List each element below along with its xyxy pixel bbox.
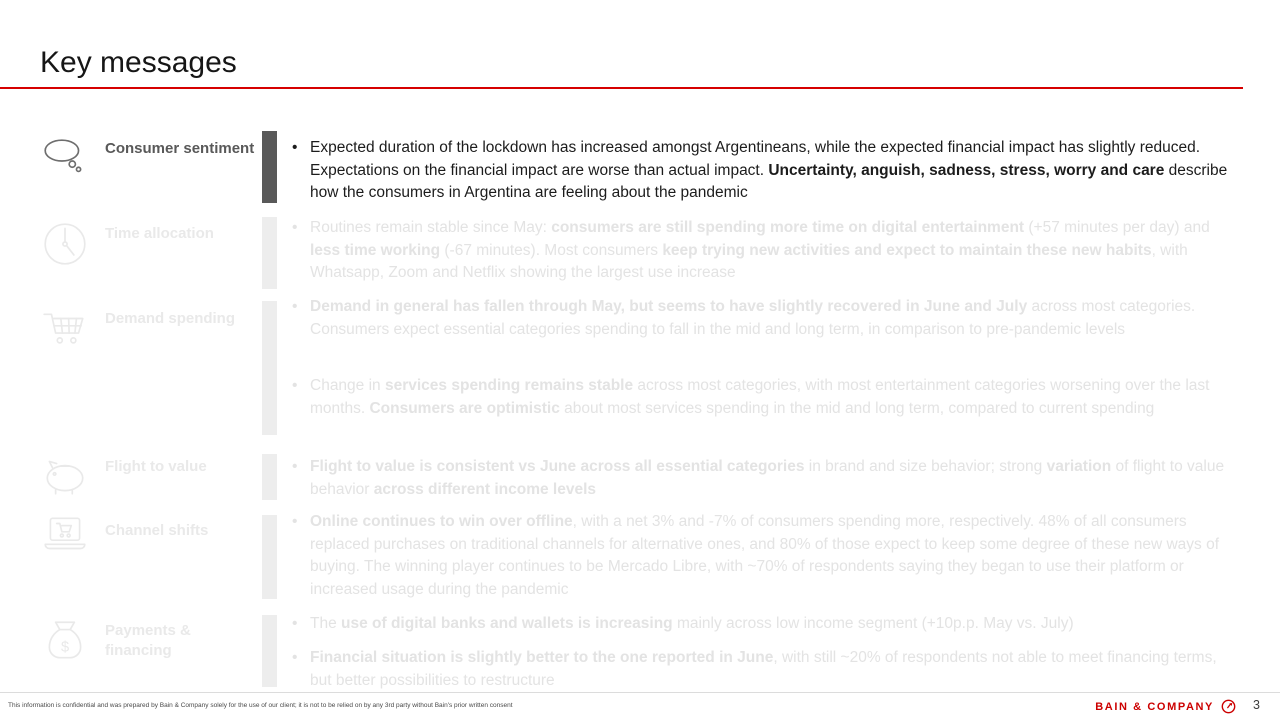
section-indicator-bar — [262, 301, 277, 435]
bullet-flight-to-value: • Flight to value is consistent vs June across all essential categories in brand and size behavior; strong variation of flight to value behavior across different income levels — [289, 456, 1239, 501]
bullet-consumer-sentiment: • Expected duration of the lockdown has increased amongst Argentineans, while the expected financial impact has slightly reduced. Expectations on the financial impact are worse than actual impact. Uncertainty, anguish, sadness, stress, worry and care describe how the consumers in Argentina are feeling about the pandemic — [289, 137, 1239, 205]
bullet-payments-2: • Financial situation is slightly better to the one reported in June, with still ~20% of respondents not able to meet financing terms, but better possibilities to restructure — [289, 647, 1239, 692]
sidebar-item-label: Consumer sentiment — [105, 140, 255, 157]
section-indicator-bar — [262, 454, 277, 500]
svg-text:$: $ — [60, 639, 70, 656]
clock-icon — [40, 219, 90, 269]
sidebar-item-label: Channel shifts — [105, 522, 209, 539]
bain-company-wordmark: BAIN & COMPANY — [1095, 700, 1214, 713]
confidentiality-note: This information is confidential and was prepared by Bain & Company solely for the use of our client; it is not to be relied on by any 3rd party without Bain's prior written consent — [8, 702, 513, 709]
section-indicator-bar — [262, 615, 277, 687]
bullet-payments-1: • The use of digital banks and wallets is increasing mainly across low income segment (+10p.p. May vs. July) — [289, 613, 1239, 636]
laptop-cart-icon — [40, 511, 90, 561]
sidebar-item-label: Demand spending — [105, 310, 236, 327]
title-divider — [0, 87, 1243, 89]
money-bag-icon — [40, 616, 90, 666]
piggy-bank-icon — [40, 450, 90, 500]
page-number: 3 — [1253, 698, 1260, 712]
section-indicator-bar — [262, 131, 277, 203]
shopping-cart-icon — [40, 306, 90, 356]
bullet-channel-shifts: • Online continues to win over offline, with a net 3% and -7% of consumers spending more, respectively. 48% of all consumers replaced purchases on traditional channels for alternative ones, and 80% of those expect to keep some degree of these new ways of buying. The winning player continues to be Mercado Libre, with ~70% of respondents saying they began to use their platform or increased usage during the pandemic — [289, 511, 1239, 601]
bain-company-logo — [1095, 699, 1236, 714]
sidebar-item-label: Time allocation — [105, 225, 214, 242]
footer-divider — [0, 692, 1280, 693]
thought-bubble-icon — [40, 136, 90, 186]
sidebar-item-label: Payments & financing — [105, 622, 191, 659]
sidebar-item-label: Flight to value — [105, 458, 207, 475]
bullet-demand-spending-1: • Demand in general has fallen through May, but seems to have slightly recovered in June and July across most categories. Consumers expect essential categories spending to fall in the mid and long term, in comparison to pre-pandemic levels — [289, 296, 1239, 341]
section-indicator-bar — [262, 217, 277, 289]
bain-logo-mark-icon — [1221, 699, 1236, 714]
bullet-demand-spending-2: • Change in services spending remains stable across most categories, with most entertainment categories worsening over the last months. Consumers are optimistic about most services spending in the mid and long term, compared to current spending — [289, 375, 1239, 420]
bullet-time-allocation: • Routines remain stable since May: consumers are still spending more time on digital entertainment (+57 minutes per day) and less time working (-67 minutes). Most consumers keep trying new activities and expect to maintain these new habits, with Whatsapp, Zoom and Netflix showing the largest use increase — [289, 217, 1239, 285]
section-indicator-bar — [262, 515, 277, 599]
page-title: Key messages — [40, 46, 237, 79]
